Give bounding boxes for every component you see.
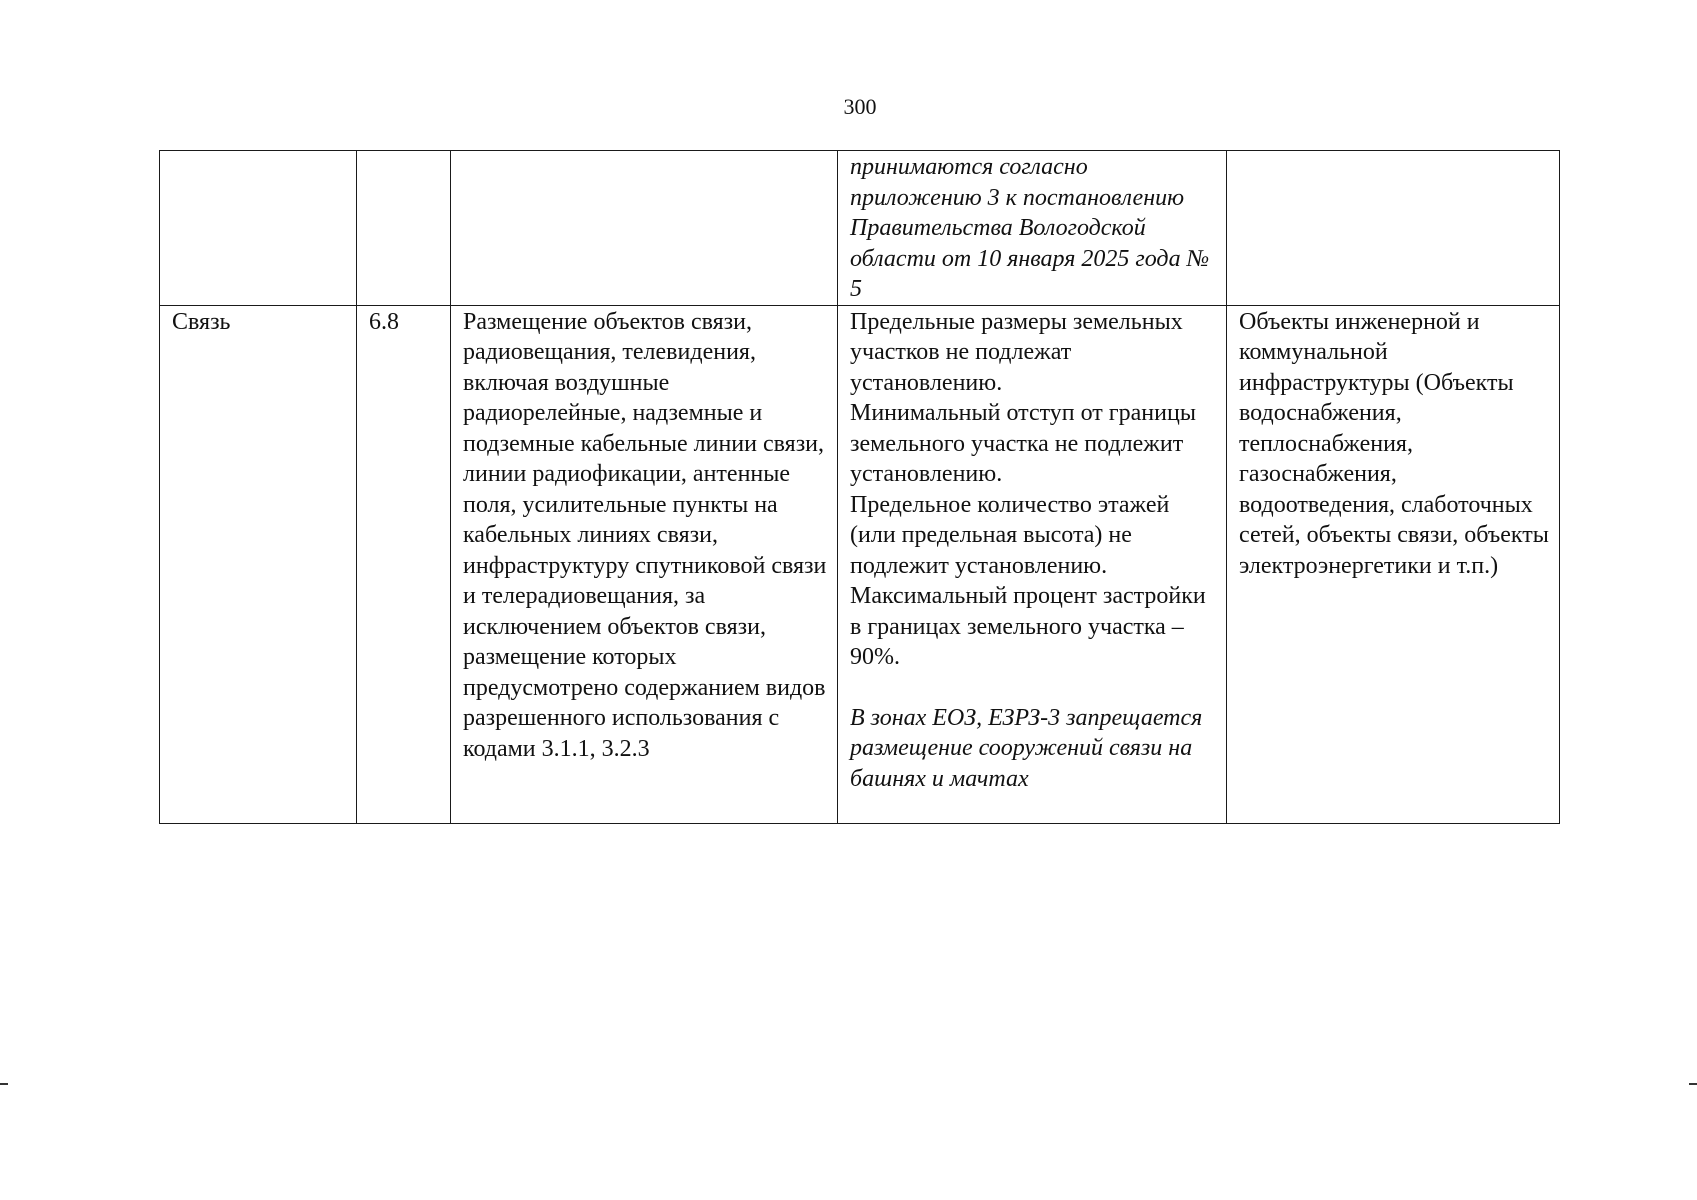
cell-code — [357, 151, 451, 306]
land-use-table — [159, 150, 1560, 824]
table-row — [160, 305, 1560, 823]
cell-name — [160, 151, 357, 306]
cell-auxiliary: Объекты инженерной и коммунальной инфраструктуры (Объекты водоснабжения, теплоснабжения, газоснабжения, водоотведения, слаботочных сетей, объекты связи, объекты электроэнергетики и т.п.) — [1227, 305, 1560, 823]
parameter-text: Максимальный процент застройки в границах земельного участка – 90%. — [850, 583, 1206, 670]
cell-description — [451, 151, 838, 306]
cell-parameters — [838, 305, 1227, 823]
cell-code: 6.8 — [357, 305, 451, 823]
cell-description: Размещение объектов связи, радиовещания, телевидения, включая воздушные радиорелейные, надземные и подземные кабельные линии связи, линии радиофикации, антенные поля, усилительные пункты на кабельных линиях связи, инфраструктуру спутниковой связи и телерадиовещания, за исключением объектов связи, размещение которых предусмотрено содержанием видов разрешенного использования с кодами 3.1.1, 3.2.3 — [451, 305, 838, 823]
parameter-text: Предельные размеры земельных участков не подлежат установлению. — [850, 308, 1183, 396]
cell-auxiliary — [1227, 151, 1560, 306]
cell-name: Связь — [160, 305, 357, 823]
cell-parameters — [838, 151, 1227, 306]
page-number: 300 — [843, 94, 877, 119]
restriction-text: В зонах ЕОЗ, ЕЗРЗ-3 запрещается размещение сооружений связи на башнях и мачтах — [850, 704, 1203, 792]
margin-mark-right — [1689, 1083, 1697, 1085]
paragraph-gap — [850, 673, 1216, 703]
parameters-continuation-text: принимаются согласно приложению 3 к постановлению Правительства Вологодской области от 10 января 2025 года № 5 — [850, 154, 1210, 302]
table-row — [160, 151, 1560, 306]
margin-mark-left — [0, 1083, 8, 1085]
parameter-text: Предельное количество этажей (или предельная высота) не подлежит установлению. — [850, 491, 1170, 579]
parameter-text: Минимальный отступ от границы земельного участка не подлежит установлению. — [850, 400, 1196, 487]
